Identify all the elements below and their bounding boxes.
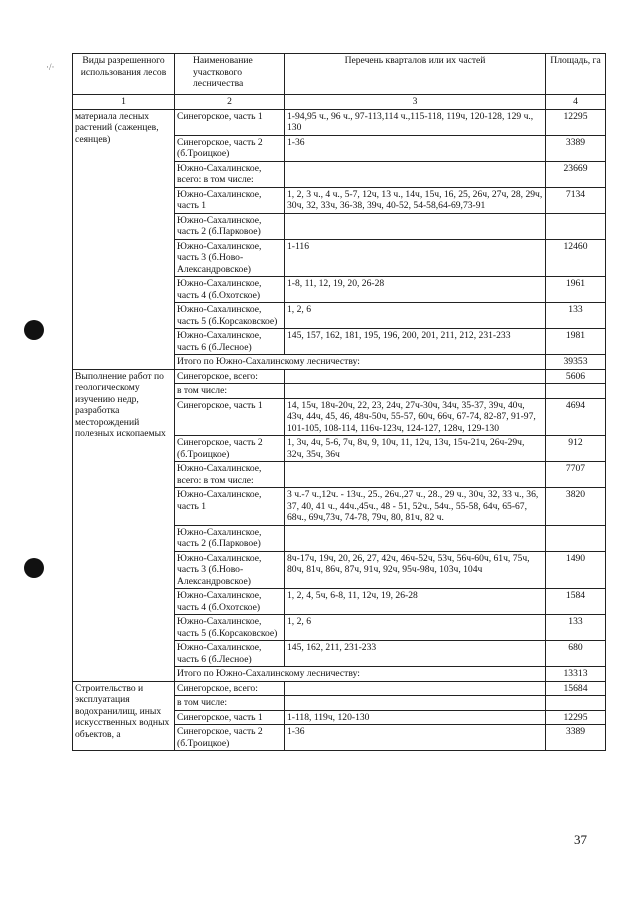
quarters-cell: 145, 162, 211, 231-233 (285, 641, 546, 667)
quarters-cell: 1, 2, 3 ч., 4 ч., 5-7, 12ч, 13 ч., 14ч, 15ч, 16, 25, 26ч, 27ч, 28, 29ч, 30ч, 32, 33ч, 36-38, 39ч, 40-52, 54-58,64-69,73-91 (285, 187, 546, 213)
header-quarters-list: Перечень кварталов или их частей (285, 54, 546, 95)
quarters-cell (285, 681, 546, 696)
punch-hole (24, 320, 44, 340)
forestry-name-cell: в том числе: (175, 384, 285, 399)
quarters-cell: 1-36 (285, 135, 546, 161)
area-cell: 3389 (546, 135, 606, 161)
forestry-name-cell: в том числе: (175, 696, 285, 711)
area-cell: 912 (546, 436, 606, 462)
quarters-cell: 8ч-17ч, 19ч, 20, 26, 27, 42ч, 46ч-52ч, 53ч, 56ч-60ч, 61ч, 75ч, 80ч, 81ч, 86ч, 87ч, 91ч, 92ч, 95ч-98ч, 103ч, 104ч (285, 551, 546, 589)
quarters-cell (285, 462, 546, 488)
area-cell: 12295 (546, 710, 606, 725)
forestry-name-cell: Южно-Сахалинское, часть 2 (б.Парковое) (175, 525, 285, 551)
forestry-name-cell: Южно-Сахалинское, часть 3 (б.Ново-Александровское) (175, 239, 285, 277)
forestry-name-cell: Синегорское, часть 2 (б.Троицкое) (175, 135, 285, 161)
area-cell (546, 384, 606, 399)
forestry-name-cell: Синегорское, часть 2 (б.Троицкое) (175, 725, 285, 751)
quarters-cell: 1-94,95 ч., 96 ч., 97-113,114 ч.,115-118, 119ч, 120-128, 129 ч., 130 (285, 109, 546, 135)
page-number: 37 (574, 832, 587, 847)
table-header-row (73, 54, 606, 95)
forestry-name-cell: Южно-Сахалинское, всего: в том числе: (175, 161, 285, 187)
area-cell: 3389 (546, 725, 606, 751)
table-row (73, 109, 606, 135)
quarters-cell: 1-118, 119ч, 120-130 (285, 710, 546, 725)
forestry-name-cell: Синегорское, часть 1 (175, 398, 285, 436)
area-cell: 133 (546, 615, 606, 641)
header-area: Площадь, га (546, 54, 606, 95)
forest-use-table (72, 53, 606, 751)
edge-mark: ·/· (46, 62, 55, 72)
table-row (73, 369, 606, 384)
header-use-type: Виды разрешенного использования лесов (73, 54, 175, 95)
area-cell: 12460 (546, 239, 606, 277)
area-cell: 1981 (546, 329, 606, 355)
area-cell: 7134 (546, 187, 606, 213)
forestry-name-cell: Южно-Сахалинское, часть 1 (175, 488, 285, 526)
column-number: 1 (73, 95, 175, 110)
forestry-name-cell: Южно-Сахалинское, часть 4 (б.Охотское) (175, 277, 285, 303)
area-cell (546, 213, 606, 239)
quarters-cell (285, 369, 546, 384)
quarters-cell: 14, 15ч, 18ч-20ч, 22, 23, 24ч, 27ч-30ч, 34ч, 35-37, 39ч, 40ч, 43ч, 44ч, 45, 46, 48ч-50ч, 55-57, 60ч, 66ч, 67-74, 82-87, 91-97, 101-105, 108-114, 116ч-123ч, 124-127, 128ч, 129-130 (285, 398, 546, 436)
area-cell: 15684 (546, 681, 606, 696)
column-number: 4 (546, 95, 606, 110)
forestry-name-cell: Южно-Сахалинское, часть 5 (б.Корсаковское) (175, 615, 285, 641)
quarters-cell: 1-116 (285, 239, 546, 277)
area-cell: 1961 (546, 277, 606, 303)
quarters-cell: 145, 157, 162, 181, 195, 196, 200, 201, 211, 212, 231-233 (285, 329, 546, 355)
quarters-cell: 1, 2, 4, 5ч, 6-8, 11, 12ч, 19, 26-28 (285, 589, 546, 615)
area-cell: 680 (546, 641, 606, 667)
forestry-name-cell: Синегорское, часть 2 (б.Троицкое) (175, 436, 285, 462)
column-number-row (73, 95, 606, 110)
use-type-cell: материала лесных растений (саженцев, сеянцев) (73, 109, 175, 369)
area-cell: 133 (546, 303, 606, 329)
area-cell: 1584 (546, 589, 606, 615)
quarters-cell (285, 696, 546, 711)
forestry-name-cell: Южно-Сахалинское, часть 4 (б.Охотское) (175, 589, 285, 615)
quarters-cell (285, 161, 546, 187)
forestry-name-cell: Синегорское, всего: (175, 681, 285, 696)
total-area: 39353 (546, 355, 606, 370)
header-forestry-name: Наименование участкового лесничества (175, 54, 285, 95)
forestry-name-cell: Южно-Сахалинское, часть 2 (б.Парковое) (175, 213, 285, 239)
area-cell: 3820 (546, 488, 606, 526)
area-cell (546, 525, 606, 551)
area-cell: 1490 (546, 551, 606, 589)
quarters-cell: 1, 2, 6 (285, 303, 546, 329)
use-type-cell: Выполнение работ по геологическому изучению недр, разработка месторождений полезных ископаемых (73, 369, 175, 681)
quarters-cell: 1-36 (285, 725, 546, 751)
area-cell: 4694 (546, 398, 606, 436)
column-number: 2 (175, 95, 285, 110)
area-cell: 23669 (546, 161, 606, 187)
quarters-cell (285, 213, 546, 239)
total-label: Итого по Южно-Сахалинскому лесничеству: (175, 355, 546, 370)
area-cell: 7707 (546, 462, 606, 488)
quarters-cell: 1, 2, 6 (285, 615, 546, 641)
quarters-cell: 1-8, 11, 12, 19, 20, 26-28 (285, 277, 546, 303)
forestry-name-cell: Южно-Сахалинское, часть 3 (б.Ново-Александровское) (175, 551, 285, 589)
area-cell: 5606 (546, 369, 606, 384)
punch-hole (24, 558, 44, 578)
forestry-name-cell: Южно-Сахалинское, часть 6 (б.Лесное) (175, 329, 285, 355)
quarters-cell (285, 384, 546, 399)
forestry-name-cell: Южно-Сахалинское, часть 5 (б.Корсаковское) (175, 303, 285, 329)
quarters-cell: 3 ч.-7 ч.,12ч. - 13ч., 25., 26ч.,27 ч., 28., 29 ч., 30ч, 32, 33 ч., 36, 37, 40, 41 ч., 44ч.,45ч., 48 - 51, 52ч., 54ч., 55-58, 64ч, 65-67, 68ч., 69ч,73ч, 74-78, 79ч, 80, 81ч, 82 ч. (285, 488, 546, 526)
use-type-cell: Строительство и эксплуатация водохранилищ, иных искусственных водных объектов, а (73, 681, 175, 751)
total-label: Итого по Южно-Сахалинскому лесничеству: (175, 667, 546, 682)
forestry-name-cell: Южно-Сахалинское, часть 6 (б.Лесное) (175, 641, 285, 667)
table-body (73, 109, 606, 751)
table-row (73, 681, 606, 696)
forestry-name-cell: Синегорское, часть 1 (175, 710, 285, 725)
forestry-name-cell: Синегорское, всего: (175, 369, 285, 384)
quarters-cell (285, 525, 546, 551)
total-area: 13313 (546, 667, 606, 682)
forestry-name-cell: Южно-Сахалинское, часть 1 (175, 187, 285, 213)
forestry-name-cell: Синегорское, часть 1 (175, 109, 285, 135)
area-cell (546, 696, 606, 711)
quarters-cell: 1, 3ч, 4ч, 5-6, 7ч, 8ч, 9, 10ч, 11, 12ч, 13ч, 15ч-21ч, 26ч-29ч, 32ч, 35ч, 36ч (285, 436, 546, 462)
column-number: 3 (285, 95, 546, 110)
forestry-name-cell: Южно-Сахалинское, всего: в том числе: (175, 462, 285, 488)
area-cell: 12295 (546, 109, 606, 135)
